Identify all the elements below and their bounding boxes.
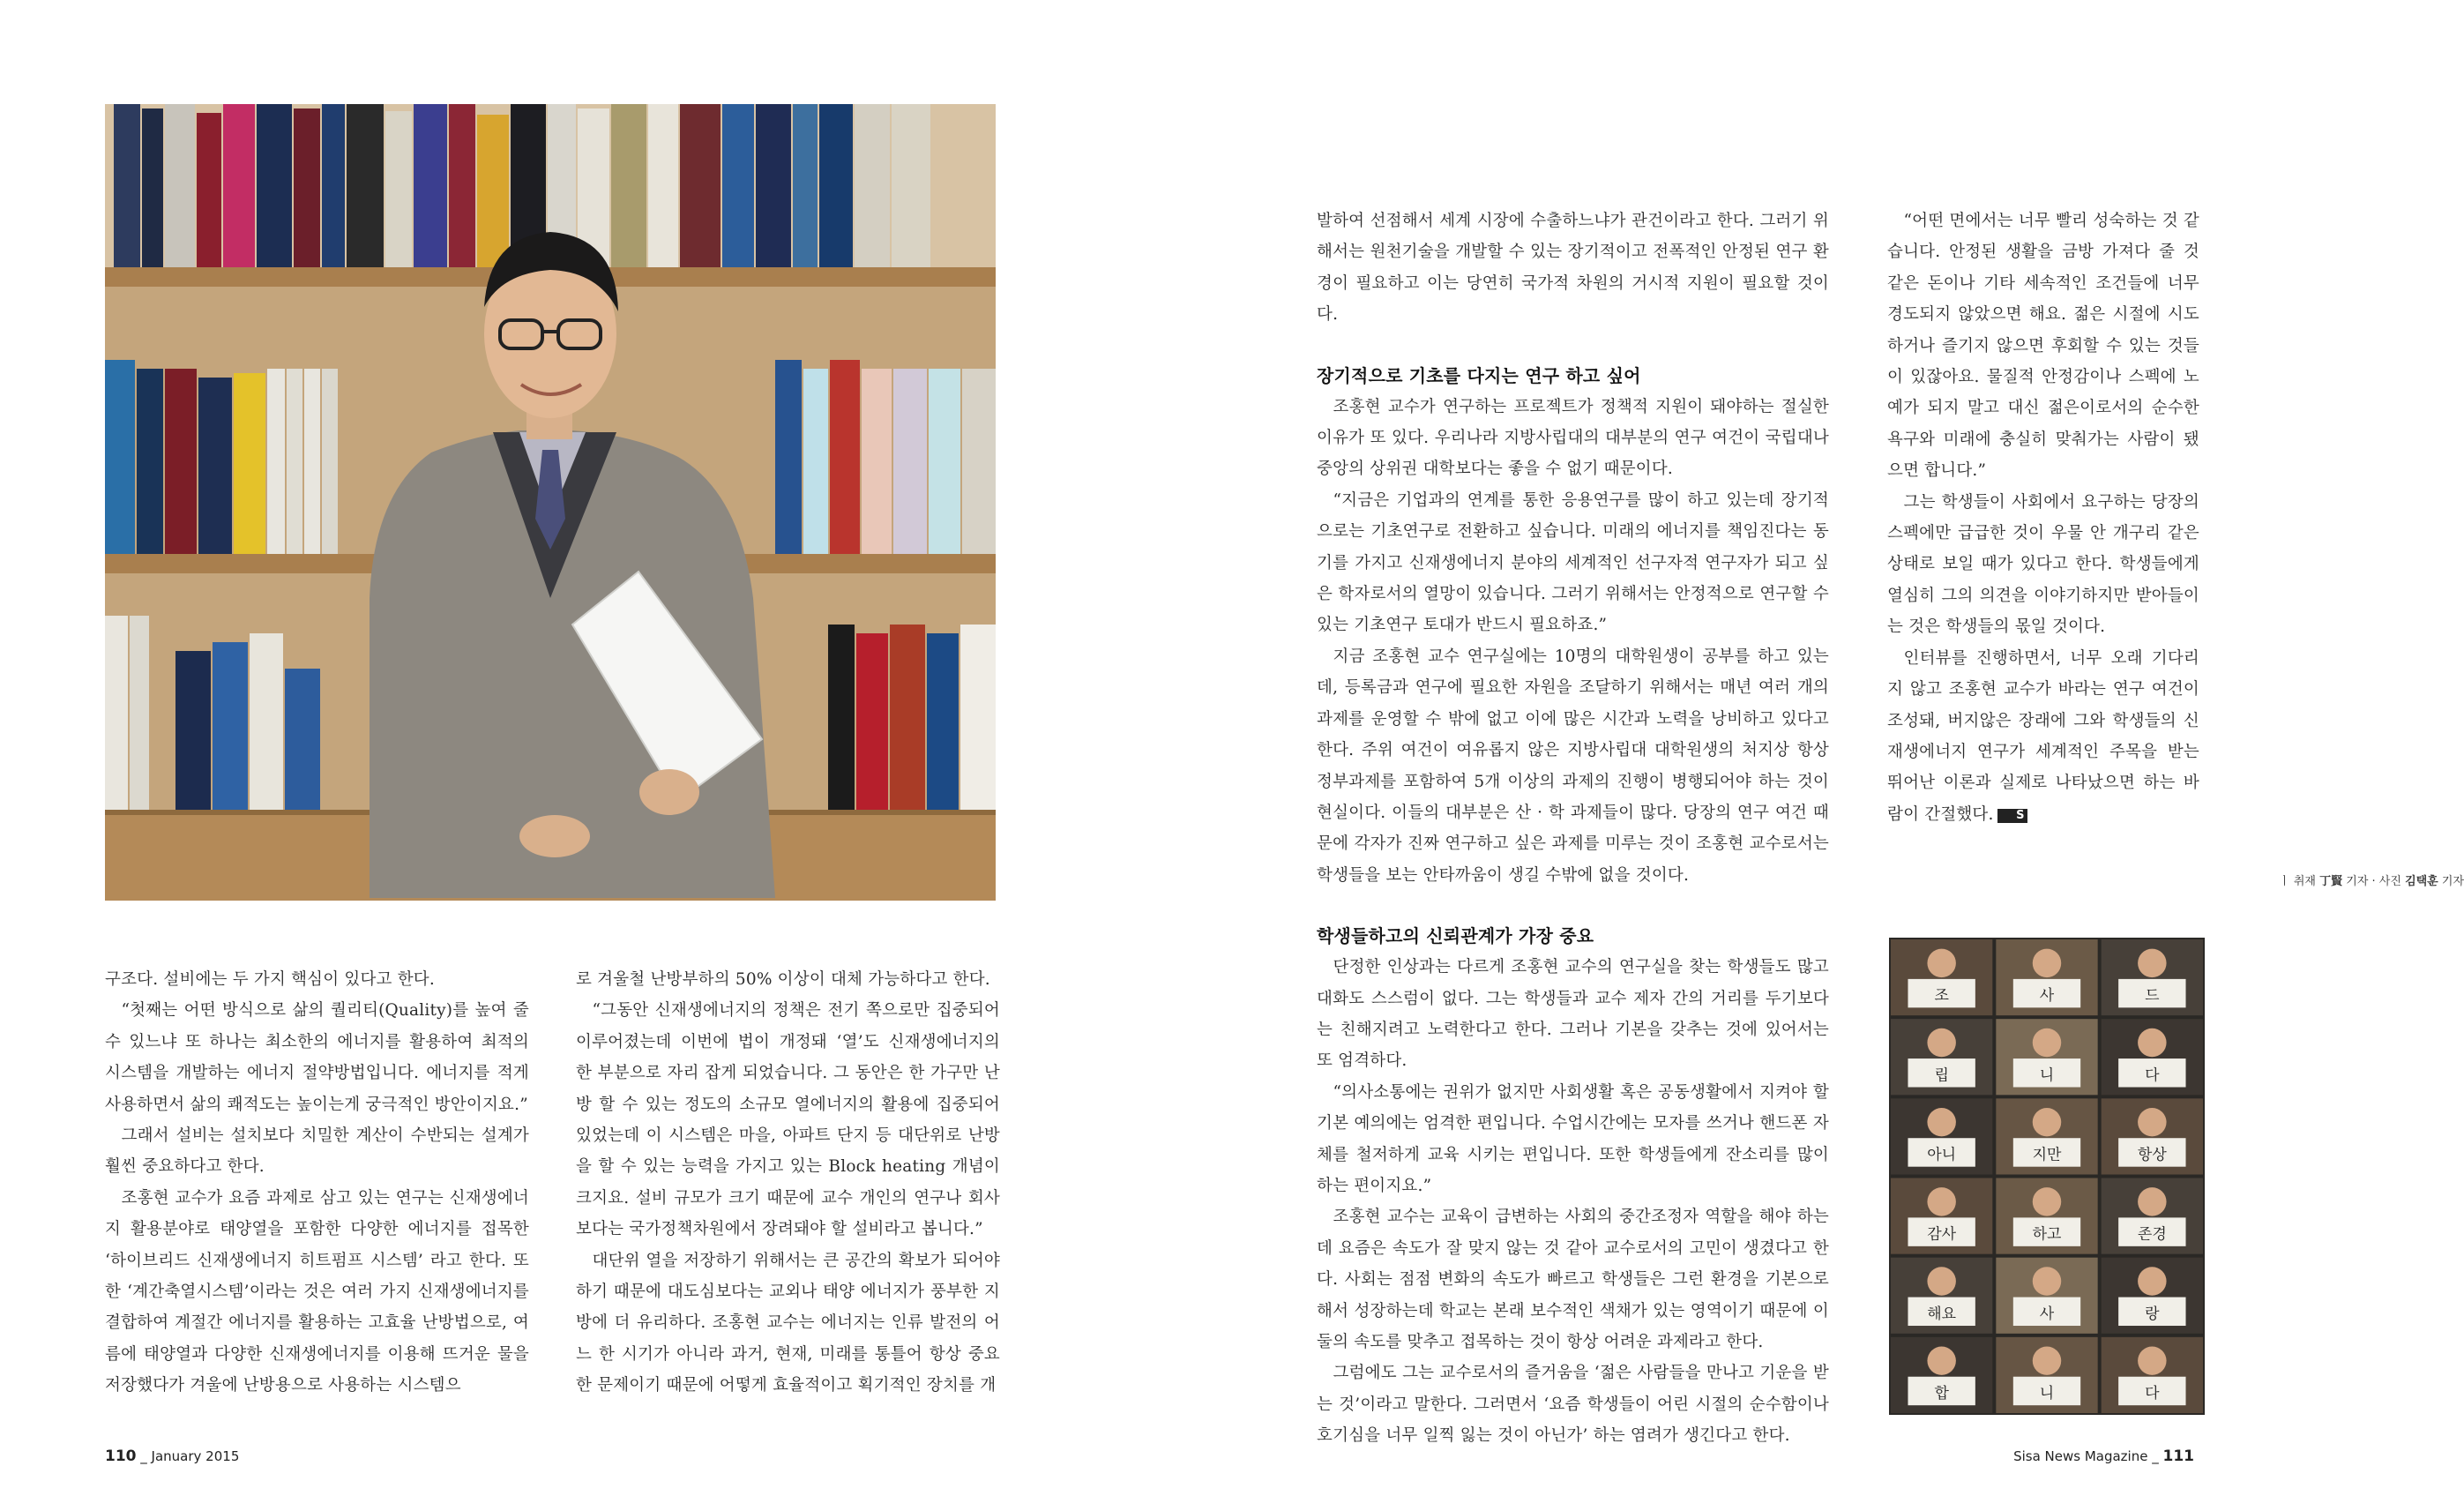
magazine-name: Sisa News Magazine _ — [2013, 1448, 2159, 1464]
sign-text: 항상 — [2137, 1146, 2167, 1164]
left-column-1 — [105, 964, 529, 1402]
sign-text: 조 — [1934, 987, 1949, 1006]
photographer-name: 김택훈 — [2405, 875, 2438, 888]
sign-text: 다 — [2145, 1385, 2160, 1403]
paragraph: “지금은 기업과의 연계를 통한 응용연구를 많이 하고 있는데 장기적으로는 기초연구로 전환하고 싶습니다. 미래의 에너지를 책임진다는 동기를 가지고 신재생에너지 분야의 세계적인 선구자적 연구자가 되고 싶은 학자로서의 열망이 있습니다. 그러기 위해서는 안정적으로 연구할 수 있는 기초연구 토대가 반드시 필요하죠.” — [1317, 490, 1829, 635]
sign-text: 다 — [2145, 1066, 2160, 1085]
left-page — [0, 0, 1146, 1511]
page-number-left — [105, 1447, 239, 1465]
sign-text: 드 — [2145, 987, 2160, 1006]
student-face — [2138, 949, 2166, 977]
student-face — [2138, 1108, 2166, 1136]
sign-text: 니 — [2039, 1066, 2055, 1085]
student-face — [2138, 1187, 2166, 1216]
student-face — [2033, 1267, 2061, 1295]
student-face — [2138, 1029, 2166, 1057]
student-face — [2138, 1346, 2166, 1374]
professor-portrait-photo — [105, 104, 996, 901]
right-column-side — [1887, 206, 2199, 830]
paragraph: 그래서 설비는 설치보다 치밀한 계산이 수반되는 설계가 훨씬 중요하다고 한다. — [105, 1126, 529, 1177]
paragraph-text: 인터뷰를 진행하면서, 너무 오래 기다리지 않고 조홍현 교수가 바라는 연구 여건이 조성돼, 버지않은 장래에 그와 학생들의 신재생에너지 연구가 세계적인 주목을 받는 뛰어난 이론과 실제로 나타났으면 하는 바람이 간절했다. — [1887, 648, 2199, 824]
sign-text: 해요 — [1927, 1305, 1957, 1323]
paragraph: 발하여 선점해서 세계 시장에 수출하느냐가 관건이라고 한다. 그러기 위해서는 원천기술을 개발할 수 있는 장기적이고 전폭적인 안정된 연구 환경이 필요하고 이는 당연히 국가적 차원의 거시적 지원이 필요할 것이다. — [1317, 212, 1829, 325]
issue-date: _ January 2015 — [140, 1448, 240, 1464]
section-heading: 장기적으로 기초를 다지는 연구 하고 싶어 — [1317, 364, 1641, 386]
sign-text: 사 — [2039, 987, 2055, 1006]
student-face — [2033, 1029, 2061, 1057]
student-face — [2138, 1267, 2166, 1295]
right-column-main — [1317, 206, 1829, 1452]
paragraph: “의사소통에는 권위가 없지만 사회생활 혹은 공동생활에서 지켜야 할 기본 예의에는 엄격한 편입니다. 수업시간에는 모자를 쓰거나 핸드폰 자체를 철저하게 교육 시키는 편입니다. 또한 학생들에게 잔소리를 많이 하는 편이지요.” — [1317, 1082, 1829, 1195]
student-face — [1927, 1108, 1955, 1136]
student-face — [1927, 1187, 1955, 1216]
reporter-name: 丁賢 — [2319, 875, 2343, 888]
student-face — [1927, 949, 1955, 977]
paragraph: 구조다. 설비에는 두 가지 핵심이 있다고 한다. — [105, 970, 435, 989]
sign-text: 사 — [2039, 1305, 2055, 1323]
paragraph: 대단위 열을 저장하기 위해서는 큰 공간의 확보가 되어야 하기 때문에 대도심보다는 교외나 태양 에너지가 풍부한 지방에 더 유리하다. 조홍현 교수는 에너지는 인류 발전의 어느 한 시기가 아니라 과거, 현재, 미래를 통틀어 항상 중요한 문제이기 때문에 어떻게 효율적이고 획기적인 장치를 개 — [576, 1251, 1000, 1395]
paragraph: “첫째는 어떤 방식으로 삶의 퀄리티(Quality)를 높여 줄 수 있느냐 또 하나는 최소한의 에너지를 활용하여 최적의 시스템을 개발하는 에너지 절약방법입니다. 에너지를 적게 사용하면서 삶의 쾌적도는 높이는게 궁극적인 방안이지요.” — [105, 1001, 529, 1114]
sign-text: 합 — [1934, 1385, 1949, 1403]
paragraph: 그럼에도 그는 교수로서의 즐거움을 ‘젊은 사람들을 만나고 기운을 받는 것’이라고 말한다. 그러면서 ‘요즘 학생들이 어린 시절의 순수함이나 호기심을 너무 일찍 잃는 것이 아닌가’ 하는 염려가 생긴다고 한다. — [1317, 1364, 1829, 1446]
paragraph: 단정한 인상과는 다르게 조홍현 교수의 연구실을 찾는 학생들도 많고 대화도 스스럼이 없다. 그는 학생들과 교수 제자 간의 거리를 두기보다는 친해지려고 노력한다고 한다. 그러나 기본을 갖추는 것에 있어서는 또 엄격하다. — [1317, 958, 1829, 1071]
left-column-2 — [576, 964, 1000, 1402]
student-face — [2033, 1108, 2061, 1136]
paragraph: 조홍현 교수는 교육이 급변하는 사회의 중간조정자 역할을 해야 하는데 요즘은 속도가 잘 맞지 않는 것 같아 교수로서의 고민이 생겼다고 한다. 사회는 점점 변화의 속도가 빠르고 학생들은 그런 환경을 기본으로 해서 성장하는데 학교는 본래 보수적인 색채가 있는 영역이기 때문에 이 둘의 속도를 맞추고 접목하는 것이 항상 어려운 과제라고 한다. — [1317, 1208, 1829, 1351]
paragraph — [1887, 643, 2199, 830]
paragraph: 지금 조홍현 교수 연구실에는 10명의 대학원생이 공부를 하고 있는데, 등록금과 연구에 필요한 자원을 조달하기 위해서는 매년 여러 개의 과제를 운영할 수 밖에 없고 이에 많은 시간과 노력을 낭비하고 있다고 한다. 주위 여건이 여유롭지 않은 지방사립대 대학원생의 처지상 항상 정부과제를 포함하여 5개 이상의 과제의 진행이 병행되어야 하는 것이 현실이다. 이들의 대부분은 산 · 학 과제들이 많다. 당장의 연구 여건 때문에 각자가 진짜 연구하고 싶은 과제를 미루는 것이 조홍현 교수로서는 학생들을 보는 안타까움이 생길 수밖에 없을 것이다. — [1317, 647, 1829, 885]
page-number: 110 — [105, 1447, 137, 1465]
page-number: 111 — [2162, 1447, 2194, 1465]
student-face — [1927, 1267, 1955, 1295]
paragraph: “어떤 면에서는 너무 빨리 성숙하는 것 같습니다. 안정된 생활을 금방 가져다 줄 것 같은 돈이나 기타 세속적인 조건들에 너무 경도되지 않았으면 해요. 젊은 시절에 시도하거나 즐기지 않으면 후회할 수 있는 것들이 있잖아요. 물질적 안정감이나 스펙에 노예가 되지 말고 대신 젊은이로서의 순수한 욕구와 미래에 충실히 맞춰가는 사람이 됐으면 합니다.” — [1887, 212, 2199, 481]
sign-text: 아니 — [1927, 1146, 1957, 1164]
student-face — [1927, 1346, 1955, 1374]
student-face — [2033, 949, 2061, 977]
sign-text: 니 — [2039, 1385, 2055, 1403]
student-face — [2033, 1187, 2061, 1216]
sign-text: 하고 — [2032, 1225, 2062, 1244]
student-face — [1927, 1029, 1955, 1057]
sign-text: 랑 — [2145, 1305, 2160, 1323]
right-page — [1146, 0, 2464, 1511]
paragraph: 조홍현 교수가 연구하는 프로젝트가 정책적 지원이 돼야하는 절실한 이유가 또 있다. 우리나라 지방사립대의 대부분의 연구 여건이 국립대나 중앙의 상위권 대학보다는 좋을 수 없기 때문이다. — [1317, 397, 1829, 479]
sign-text: 립 — [1934, 1066, 1949, 1085]
page-number-right — [2013, 1447, 2194, 1465]
section-heading: 학생들하고의 신뢰관계가 가장 중요 — [1317, 925, 1594, 947]
sign-text: 감사 — [1927, 1225, 1957, 1244]
paragraph: 그는 학생들이 사회에서 요구하는 당장의 스펙에만 급급한 것이 우물 안 개구리 같은 상태로 보일 때가 있다고 한다. 학생들에게 열심히 그의 의견을 이야기하지만 받아들이는 것은 학생들의 몫일 것이다. — [1887, 492, 2199, 637]
paragraph: “그동안 신재생에너지의 정책은 전기 쪽으로만 집중되어 이루어졌는데 이번에 법이 개정돼 ‘열’도 신재생에너지의 한 부분으로 자리 잡게 되었습니다. 그 동안은 한 가구만 난방 할 수 있는 정도의 소규모 열에너지의 활용에 집중되어 있었는데 이 시스템은 마을, 아파트 단지 등 대단위로 난방을 할 수 있는 능력을 가지고 있는 Block heating 개념이 크지요. 설비 규모가 크기 때문에 교수 개인의 연구나 회사보다는 국가정책차원에서 장려돼야 할 설비라고 봅니다.” — [576, 1001, 1000, 1239]
byline-credit: ㅣ 취재 丁賢 기자 · 사진 김택훈 기자 — [2279, 875, 2464, 888]
paragraph: 조홍현 교수가 요즘 과제로 삼고 있는 연구는 신재생에너지 활용분야로 태양열을 포함한 다양한 에너지를 접목한 ‘하이브리드 신재생에너지 히트펌프 시스템’ 라고 한다. 또 한 ‘계간축열시스템’이라는 것은 여러 가지 신재생에너지를 결합하여 계절간 에너지를 활용하는 고효율 난방법으로, 여름에 태양열과 다양한 신재생에너지를 이용해 뜨거운 물을 저장했다가 겨울에 난방용으로 사용하는 시스템으 — [105, 1188, 529, 1395]
end-mark-icon: S — [1997, 809, 2027, 823]
sign-text: 지만 — [2032, 1146, 2062, 1164]
paragraph: 로 겨울철 난방부하의 50% 이상이 대체 가능하다고 한다. — [576, 970, 990, 989]
sign-text: 존경 — [2137, 1225, 2167, 1244]
student-message-collage-photo — [1889, 938, 2205, 1415]
student-face — [2033, 1346, 2061, 1374]
